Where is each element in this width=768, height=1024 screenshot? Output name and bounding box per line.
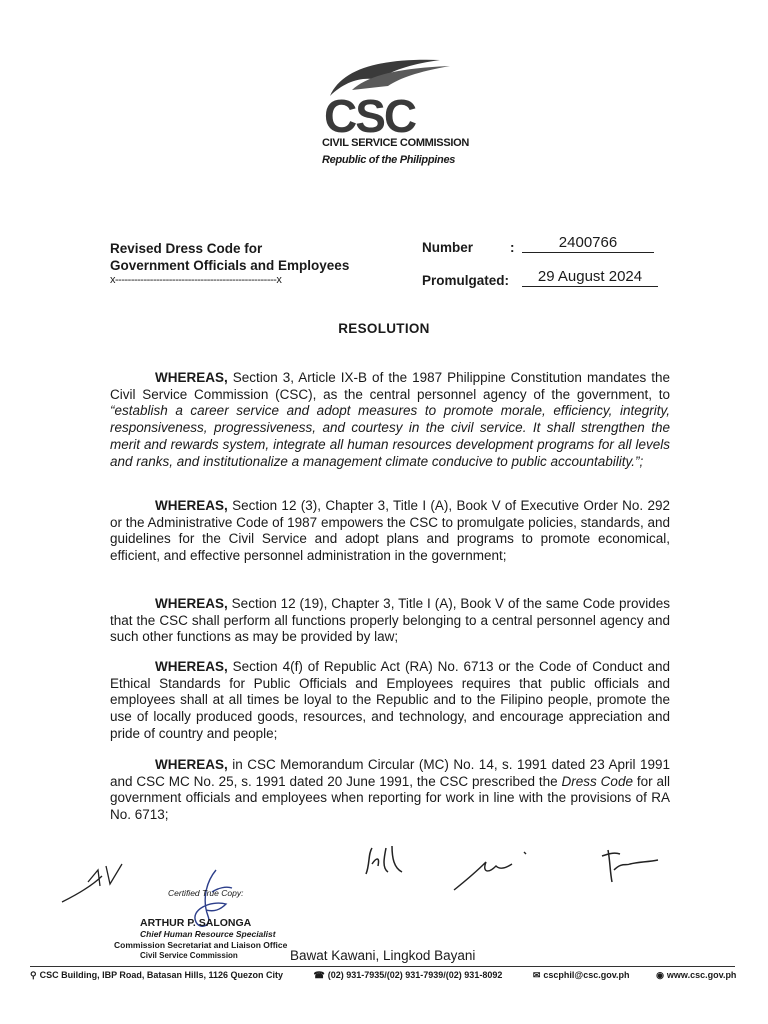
footer-email: cscphil@csc.gov.ph xyxy=(543,970,630,980)
org-name: CIVIL SERVICE COMMISSION xyxy=(322,137,470,149)
whereas-lead: WHEREAS, xyxy=(155,596,228,611)
paragraph-text: Section 3, Article IX-B of the 1987 Philippine Constitution mandates the Civil Service Commission (CSC), as the central personnel agency of the government, to xyxy=(110,370,670,402)
promulgated-value: 29 August 2024 xyxy=(522,268,658,287)
initial-signature-3 xyxy=(452,846,532,894)
whereas-lead: WHEREAS, xyxy=(155,498,228,513)
whereas-lead: WHEREAS, xyxy=(155,757,228,772)
number-value: 2400766 xyxy=(522,234,654,253)
footer-website: www.csc.gov.ph xyxy=(666,970,737,980)
paragraph-text: Section 4(f) of Republic Act (RA) No. 6713 or the Code of Conduct and Ethical Standards for Public Officials and Employees requires that public officials and employees shall at all times be loyal to the Republic and to the Filipino people, promote the use of locally produced goods, resources, and technology, and encourage appreciation and pride of country and people; xyxy=(110,659,670,741)
paragraph-text: Section 12 (19), Chapter 3, Title I (A), Book V of the same Code provides that the CSC shall perform all functions properly belonging to a central personnel agency and such other functions as may be provided by law; xyxy=(110,596,670,645)
email-icon: ✉ xyxy=(532,970,541,980)
number-label: Number xyxy=(422,240,474,255)
whereas-paragraph-3 xyxy=(110,596,670,646)
constitution-quote: “establish a career service and adopt measures to promote morale, efficiency, integrity, responsiveness, progressiveness, and courtesy in the civil service. It shall strengthen the merit and rewards system, integrate all human resources development programs for all levels and ranks, and institutionalize a management climate conducive to public accountability.”; xyxy=(110,403,670,469)
paragraph-text: for all government officials and employees when reporting for work in line with the provisions of RA No. 6713; xyxy=(110,773,671,823)
whereas-paragraph-4 xyxy=(110,659,670,743)
footer-address: CSC Building, IBP Road, Batasan Hills, 1126 Quezon City xyxy=(39,970,283,980)
certifier-office: Commission Secretariat and Liaison Office xyxy=(114,940,288,950)
whereas-paragraph-5 xyxy=(110,757,670,824)
whereas-paragraph-1 xyxy=(110,370,670,470)
footer-divider xyxy=(30,966,735,967)
certifier-position: Chief Human Resource Specialist xyxy=(140,929,276,939)
certifier-agency: Civil Service Commission xyxy=(140,951,238,960)
resolution-title: RESOLUTION xyxy=(338,321,430,336)
motto: Bawat Kawani, Lingkod Bayani xyxy=(290,948,476,963)
phone-icon: ☎ xyxy=(313,970,325,980)
footer xyxy=(30,970,735,981)
paragraph-text: in CSC Memorandum Circular (MC) No. 14, s. 1991 dated 23 April 1991 and CSC MC No. 25, s. 1991 dated 20 June 1991, the CSC prescribed the xyxy=(110,757,670,789)
whereas-lead: WHEREAS, xyxy=(155,370,228,385)
csc-logo xyxy=(322,56,454,136)
initial-signature-4 xyxy=(596,846,666,886)
paragraph-text: Section 12 (3), Chapter 3, Title I (A), Book V of Executive Order No. 292 or the Administrative Code of 1987 empowers the CSC to promulgate policies, standards, and guidelines for the Civil Service and adopt plans and programs to promote economical, efficient, and effective personnel administration in the government; xyxy=(110,498,670,564)
initial-signature-1 xyxy=(58,856,128,906)
certified-true-copy-label: Certified True Copy: xyxy=(168,888,244,898)
dress-code-term: Dress Code xyxy=(561,773,633,789)
whereas-lead: WHEREAS, xyxy=(155,659,228,674)
subject-line-1: Revised Dress Code for xyxy=(110,241,263,256)
globe-icon: ◉ xyxy=(656,970,664,980)
number-colon: : xyxy=(510,240,515,255)
org-country: Republic of the Philippines xyxy=(322,154,456,166)
initial-signature-2 xyxy=(362,844,412,878)
promulgated-label: Promulgated: xyxy=(422,273,510,288)
whereas-paragraph-2 xyxy=(110,498,670,565)
certifier-name: ARTHUR P. SALONGA xyxy=(140,917,252,929)
footer-phone: (02) 931-7935/(02) 931-7939/(02) 931-8092 xyxy=(327,970,503,980)
location-pin-icon: ⚲ xyxy=(30,970,37,980)
subject-rule: x---------------------------------------------------x xyxy=(110,274,282,286)
logo-text: CSC xyxy=(324,90,416,136)
subject-line-2: Government Officials and Employees xyxy=(110,258,350,273)
